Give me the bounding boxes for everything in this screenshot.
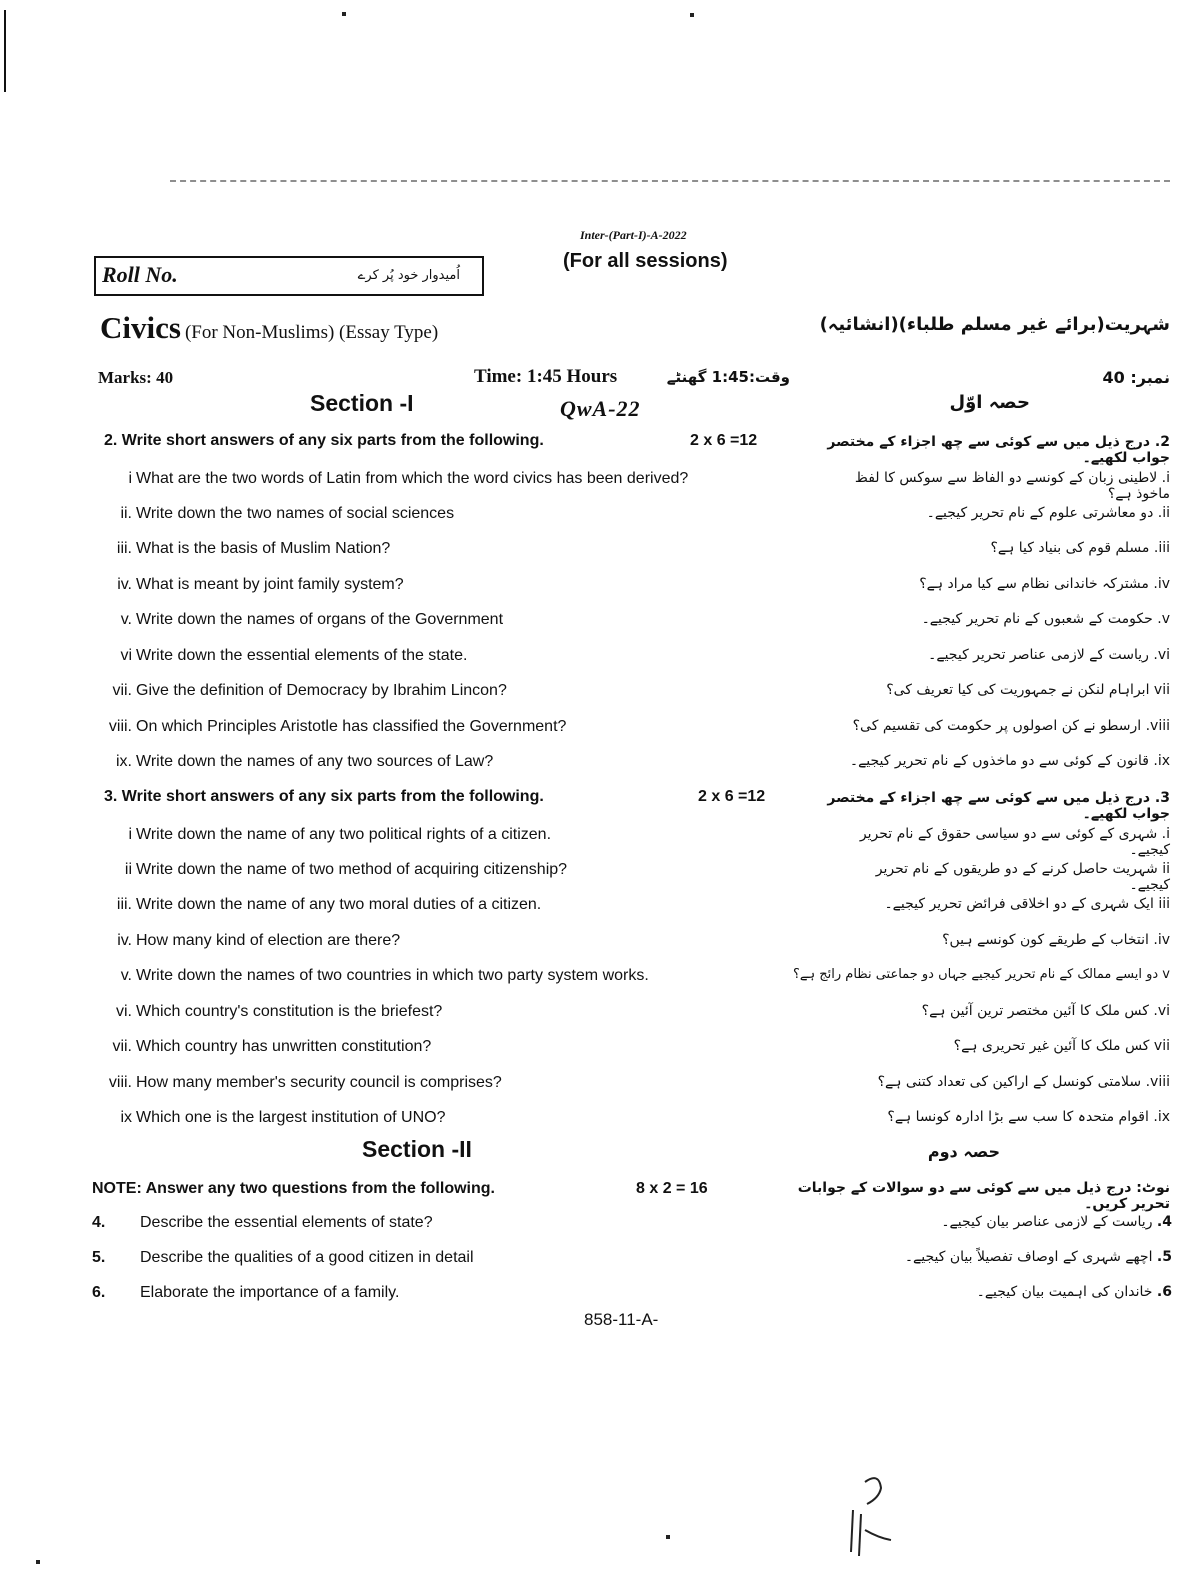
- part-number-urdu: v.: [1157, 611, 1170, 627]
- part-number-urdu: ii.: [1157, 505, 1170, 521]
- section-2-title-urdu: حصہ دوم: [927, 1142, 1000, 1161]
- part-number-urdu: ii: [1162, 861, 1170, 877]
- part-text-urdu: مسلم قوم کی بنیاد کیا ہے؟: [990, 540, 1150, 556]
- part-number: v.: [120, 967, 132, 984]
- part-number: vii.: [112, 1038, 132, 1055]
- roll-no-urdu: اُمیدوار خود پُر کرے: [357, 268, 460, 283]
- part-text: How many member's security council is comprises?: [136, 1074, 502, 1091]
- part-number-urdu: i.: [1161, 826, 1170, 842]
- question-text: Describe the qualities of a good citizen in detail: [140, 1249, 474, 1266]
- part-text-urdu: مشترکہ خاندانی نظام سے کیا مراد ہے؟: [919, 576, 1149, 592]
- question-text-urdu: اچھے شہری کے اوصاف تفصیلاً بیان کیجیے۔: [904, 1249, 1153, 1265]
- q2-marks: 2 x 6 =12: [690, 432, 758, 449]
- part-text: Write down the name of two method of acquiring citizenship?: [136, 861, 568, 878]
- part-text-urdu: ارسطو نے کن اصولوں پر حکومت کی تقسیم کی؟: [852, 718, 1142, 734]
- part-text: Give the definition of Democracy by Ibrahim Lincon?: [136, 682, 507, 699]
- part-number: viii.: [108, 1074, 132, 1091]
- part-text: Which country has unwritten constitution?: [136, 1038, 432, 1055]
- part-text: What are the two words of Latin from which the word civics has been derived?: [136, 470, 689, 487]
- part-number-urdu: v: [1162, 967, 1170, 982]
- q2-heading: 2. Write short answers of any six parts from the following.: [104, 432, 544, 449]
- part-text-urdu: ابراہام لنکن نے جمہوریت کی کیا تعریف کی؟: [886, 682, 1150, 698]
- part-text-urdu: قانون کے کوئی سے دو ماخذوں کے نام تحریر کیجیے۔: [849, 753, 1149, 769]
- part-text-urdu: حکومت کے شعبوں کے نام تحریر کیجیے۔: [921, 611, 1153, 627]
- part-number-urdu: iv.: [1153, 576, 1170, 592]
- part-number: iii.: [116, 540, 132, 557]
- marks-label: Marks: 40: [98, 368, 174, 387]
- handwritten-note: QwA-22: [560, 396, 641, 421]
- part-text: Write down the name of any two moral duties of a citizen.: [136, 896, 542, 913]
- part-text-urdu: شہریت حاصل کرنے کے دو طریقوں کے نام تحریر کیجیے۔: [875, 861, 1170, 893]
- section-2-note-urdu: نوٹ: درج ذیل میں سے کوئی سے دو سوالات کے جوابات تحریر کریں۔: [797, 1180, 1170, 1212]
- question-number: 4.: [92, 1214, 106, 1231]
- part-text-urdu: ایک شہری کے دو اخلاقی فرائض تحریر کیجیے۔: [884, 896, 1154, 912]
- part-number-urdu: vi.: [1153, 1003, 1170, 1019]
- paper-code: Inter-(Part-I)-A-2022: [580, 228, 687, 242]
- part-text: Write down the names of any two sources of Law?: [136, 753, 494, 770]
- part-text-urdu: ریاست کے لازمی عناصر تحریر کیجیے۔: [928, 647, 1149, 663]
- part-number: ix.: [116, 753, 132, 770]
- part-text-urdu: کس ملک کا آئین مختصر ترین آئین ہے؟: [921, 1003, 1149, 1019]
- part-text-urdu: دو ایسے ممالک کے نام تحریر کیجیے جہاں دو جماعتی نظام رائج ہے؟: [792, 967, 1159, 982]
- section-1-title: Section -I: [310, 390, 414, 416]
- part-text-urdu: لاطینی زبان کے کونسے دو الفاظ سے سوکس کا لفظ ماخوذ ہے؟: [854, 470, 1170, 502]
- subject-title: [100, 310, 438, 346]
- part-number: vi.: [116, 1003, 132, 1020]
- q3-heading-urdu: 3. درج ذیل میں سے کوئی سے چھ اجزاء کے مختصر جواب لکھیے۔: [827, 790, 1170, 822]
- question-text: Elaborate the importance of a family.: [140, 1284, 400, 1301]
- question-number: 6.: [92, 1284, 106, 1301]
- part-number: viii.: [108, 718, 132, 735]
- section-1-title-urdu: حصہ اوّل: [949, 392, 1030, 413]
- part-text: Write down the names of organs of the Government: [136, 611, 504, 628]
- subject-name: Civics: [100, 310, 181, 345]
- part-text: Write down the two names of social sciences: [136, 505, 455, 522]
- section-2-title: Section -II: [362, 1136, 472, 1162]
- scan-speck: [666, 1535, 670, 1539]
- part-number-urdu: iv.: [1153, 932, 1170, 948]
- q2-heading-urdu: 2. درج ذیل میں سے کوئی سے چھ اجزاء کے مختصر جواب لکھیے۔: [827, 434, 1170, 466]
- scan-speck: [342, 12, 346, 16]
- roll-no-label: Roll No.: [102, 262, 178, 287]
- part-number-urdu: vii: [1153, 682, 1170, 698]
- part-number-urdu: iii: [1158, 896, 1170, 912]
- handwritten-scribble-icon: [835, 1470, 905, 1560]
- part-number: vii.: [112, 682, 132, 699]
- part-text: Write down the name of any two political rights of a citizen.: [136, 826, 552, 843]
- part-text: Which country's constitution is the briefest?: [136, 1003, 443, 1020]
- marks-label-urdu: نمبر: 40: [1102, 368, 1170, 387]
- part-number-urdu: i.: [1161, 470, 1170, 486]
- part-text: Write down the names of two countries in which two party system works.: [136, 967, 649, 984]
- part-number-urdu: iii.: [1153, 540, 1170, 556]
- part-number: iii.: [116, 896, 132, 913]
- part-text: Which one is the largest institution of UNO?: [136, 1109, 446, 1126]
- part-number-urdu: viii.: [1145, 1074, 1170, 1090]
- question-number: 5.: [92, 1249, 106, 1266]
- part-number: ii.: [120, 505, 132, 522]
- part-text: How many kind of election are there?: [136, 932, 401, 949]
- question-text: Describe the essential elements of state?: [140, 1214, 433, 1231]
- subject-note: (For Non-Muslims) (Essay Type): [184, 322, 439, 343]
- part-number: ii: [124, 861, 132, 878]
- part-text: On which Principles Aristotle has classified the Government?: [136, 718, 567, 735]
- q3-heading: 3. Write short answers of any six parts from the following.: [104, 788, 544, 805]
- scan-speck: [690, 13, 694, 17]
- part-text: What is meant by joint family system?: [136, 576, 404, 593]
- question-number-urdu: 6.: [1156, 1284, 1172, 1300]
- time-label-urdu: وقت:1:45 گھنٹے: [666, 368, 790, 386]
- part-number: iv.: [117, 932, 132, 949]
- scan-dotted-line: [170, 180, 1170, 184]
- part-text-urdu: کس ملک کا آئین غیر تحریری ہے؟: [953, 1038, 1150, 1054]
- part-text: What is the basis of Muslim Nation?: [136, 540, 391, 557]
- part-text-urdu: اقوام متحدہ کا سب سے بڑا ادارہ کونسا ہے؟: [887, 1109, 1149, 1125]
- part-text-urdu: شہری کے کوئی سے دو سیاسی حقوق کے نام تحریر کیجیے۔: [859, 826, 1170, 858]
- part-number-urdu: vii: [1153, 1038, 1170, 1054]
- part-text-urdu: دو معاشرتی علوم کے نام تحریر کیجیے۔: [926, 505, 1154, 521]
- part-number: vi: [120, 647, 132, 664]
- scan-edge-line: [4, 10, 6, 92]
- sessions-label: (For all sessions): [563, 250, 728, 272]
- q3-marks: 2 x 6 =12: [698, 788, 766, 805]
- part-number-urdu: viii.: [1145, 718, 1170, 734]
- question-number-urdu: 4.: [1156, 1214, 1172, 1230]
- question-text-urdu: خاندان کی اہمیت بیان کیجیے۔: [976, 1284, 1153, 1300]
- part-number-urdu: ix.: [1153, 1109, 1170, 1125]
- part-number-urdu: vi.: [1153, 647, 1170, 663]
- question-number-urdu: 5.: [1156, 1249, 1172, 1265]
- question-text-urdu: ریاست کے لازمی عناصر بیان کیجیے۔: [941, 1214, 1153, 1230]
- scan-speck: [36, 1560, 40, 1564]
- part-number: ix: [120, 1109, 132, 1126]
- part-number: iv.: [117, 576, 132, 593]
- section-2-marks: 8 x 2 = 16: [636, 1180, 708, 1197]
- part-text-urdu: انتخاب کے طریقے کون کونسے ہیں؟: [942, 932, 1149, 948]
- part-text-urdu: سلامتی کونسل کے اراکین کی تعداد کتنی ہے؟: [877, 1074, 1142, 1090]
- section-2-note: NOTE: Answer any two questions from the following.: [92, 1180, 495, 1197]
- part-number: i: [128, 826, 132, 843]
- part-number-urdu: ix.: [1153, 753, 1170, 769]
- part-text: Write down the essential elements of the state.: [136, 647, 468, 664]
- part-number: v.: [120, 611, 132, 628]
- time-label: Time: 1:45 Hours: [474, 366, 618, 387]
- subject-title-urdu: شہریت(برائے غیر مسلم طلباء)(انشائیہ): [819, 314, 1170, 335]
- part-number: i: [128, 470, 132, 487]
- footer-code: 858-11-A-: [584, 1310, 659, 1329]
